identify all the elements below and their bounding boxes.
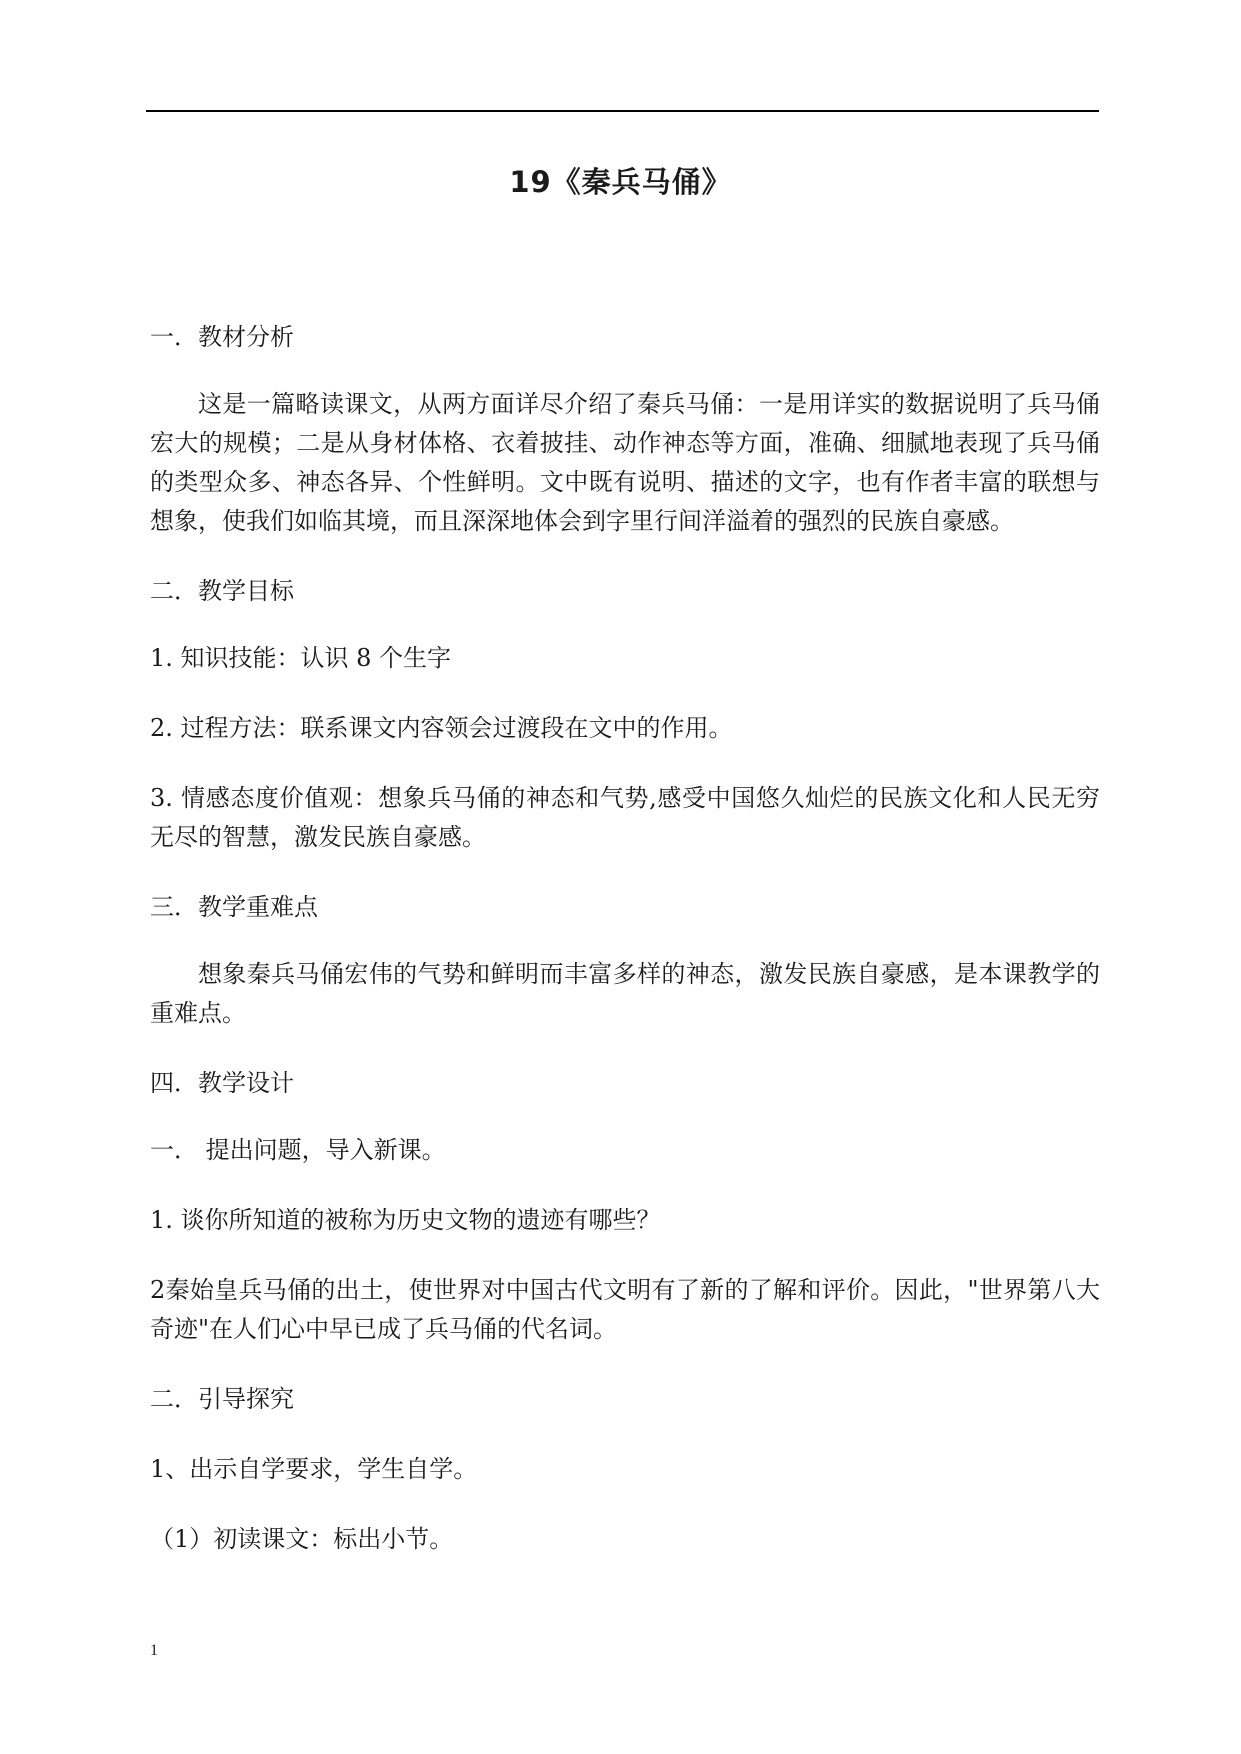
design-question-1: 1. 谈你所知道的被称为历史文物的遗迹有哪些？ [150,1206,661,1234]
document-body [150,318,1100,1590]
section-heading-goals: 二．教学目标 [150,577,294,605]
section-heading-key-points: 三．教学重难点 [150,893,318,921]
goal-item-process: 2. 过程方法：联系课文内容领会过渡段在文中的作用。 [150,714,733,742]
section-heading-analysis: 一．教材分析 [150,323,294,351]
design-statement-2: 2秦始皇兵马俑的出土，使世界对中国古代文明有了新的了解和评价。因此，"世界第八大奇迹"在人们心中早已成了兵马俑的代名词。 [150,1276,1100,1343]
analysis-paragraph: 这是一篇略读课文，从两方面详尽介绍了秦兵马俑：一是用详实的数据说明了兵马俑宏大的规模；二是从身材体格、衣着披挂、动作神态等方面，准确、细腻地表现了兵马俑的类型众多、神态各异、个性鲜明。文中既有说明、描述的文字，也有作者丰富的联想与想象，使我们如临其境，而且深深地体会到字里行间洋溢着的强烈的民族自豪感。 [150,390,1100,535]
explore-item-1-sub: （1）初读课文：标出小节。 [150,1525,454,1553]
document-title: 19《秦兵马俑》 [509,165,732,199]
goal-item-values: 3. 情感态度价值观：想象兵马俑的神态和气势,感受中国悠久灿烂的民族文化和人民无穷无尽的智慧，激发民族自豪感。 [150,784,1100,851]
design-step-intro: 一． 提出问题，导入新课。 [150,1136,446,1164]
design-step-explore: 二．引导探究 [150,1385,294,1413]
goal-item-knowledge: 1. 知识技能：认识 8 个生字 [150,644,452,672]
page-number: 1 [150,1642,158,1659]
key-points-paragraph: 想象秦兵马俑宏伟的气势和鲜明而丰富多样的神态，激发民族自豪感，是本课教学的重难点。 [150,960,1100,1027]
explore-item-1: 1、出示自学要求，学生自学。 [150,1455,478,1483]
section-heading-design: 四．教学设计 [150,1069,294,1097]
header-rule [146,110,1099,112]
